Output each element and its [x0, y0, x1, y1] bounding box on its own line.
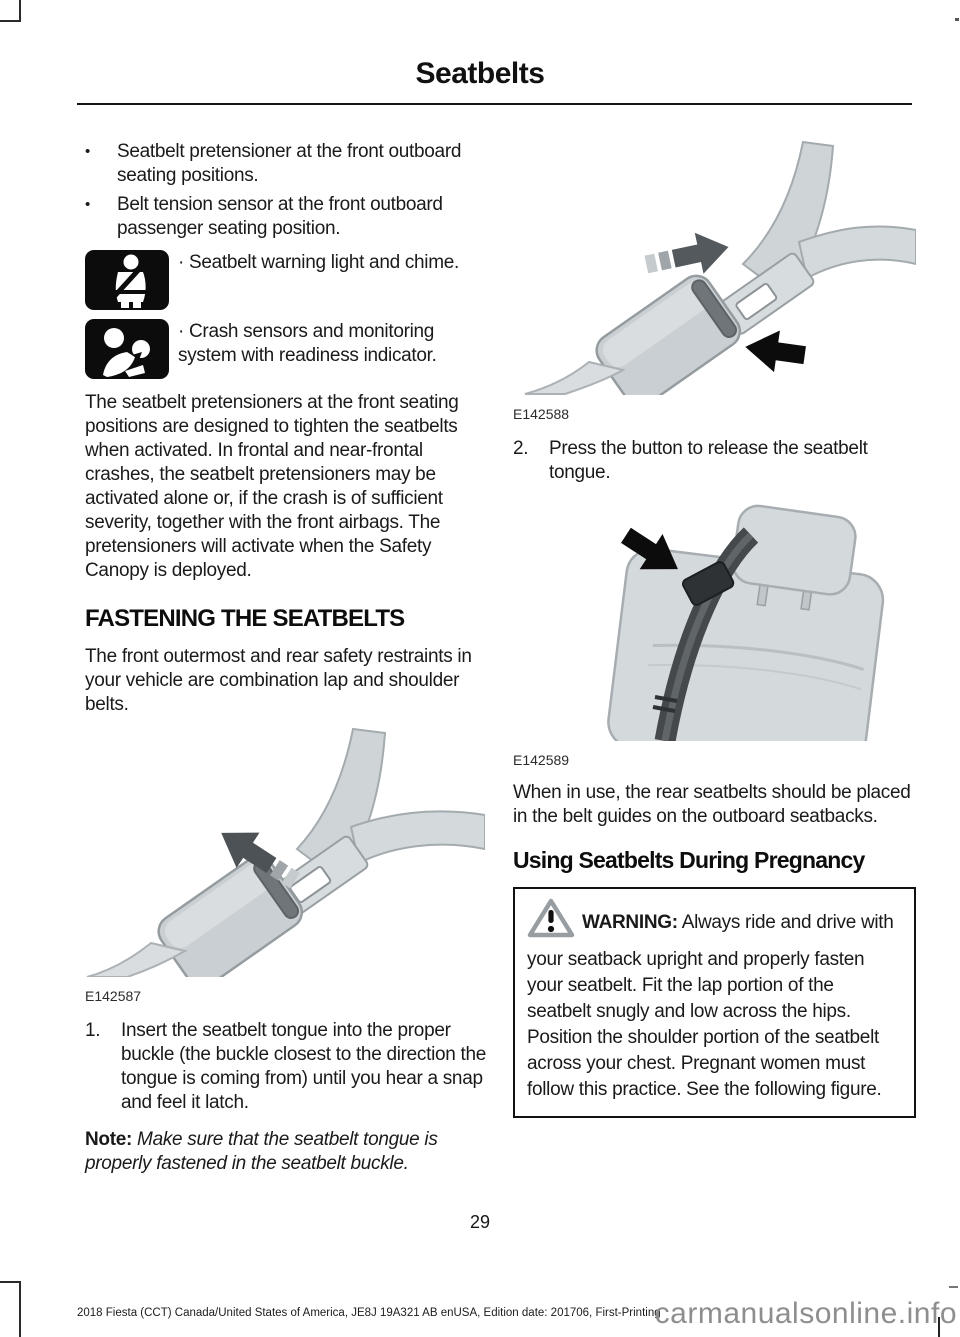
release-arrow-icon [742, 326, 807, 376]
crop-mark-bottom-right-dash [949, 1286, 958, 1288]
right-column [513, 140, 916, 1118]
step-2 [513, 437, 916, 485]
watermark: carmanualsonline.info [654, 1297, 957, 1330]
seatbelt-warning-icon [85, 250, 169, 310]
step-text: Press the button to release the seatbelt tongue. [549, 438, 868, 483]
crop-mark-bottom-left [0, 1281, 21, 1337]
bullet-icon: • [85, 196, 90, 213]
intro-paragraph: The seatbelt pretensioners at the front seating positions are designed to tighten the seatbelts when activated. In frontal and near-frontal crashes, the seatbelt pretensioners may be activated alone or, if the crash is of sufficient severity, together with the front airbags. The pretensioners will activate when the Safety Canopy is deployed. [85, 392, 459, 581]
figure-label: E142587 [85, 988, 142, 1004]
step-number: 2. [513, 438, 529, 459]
step-1 [85, 1019, 487, 1115]
press-button-arrow-icon [642, 226, 733, 285]
bullet-icon: • [85, 143, 90, 160]
note [85, 1128, 487, 1176]
callout-seatbelt-warning [85, 250, 487, 310]
step-number: 1. [85, 1020, 101, 1041]
page-number: 29 [469, 1212, 491, 1232]
crop-mark-top-right [955, 18, 959, 21]
figure-buckle-insert [85, 727, 487, 1005]
note-label: Note: [85, 1129, 133, 1150]
callout-text: · Crash sensors and monitoring system with readiness indicator. [178, 321, 437, 366]
warning-text: Always ride and drive with your seatback upright and properly fasten your seatbelt. Fit the lap portion of the seatbelt snugly and low across the hips. Position the shoulder portion of the seatbelt across your chest. Pregnant women must follow this practice. See the following figure. [527, 912, 894, 1100]
step-text: Insert the seatbelt tongue into the proper buckle (the buckle closest to the direction the tongue is coming from) until you hear a snap and feel it latch. [121, 1020, 487, 1113]
figure-buckle-release [513, 140, 916, 423]
rear-belts-paragraph: When in use, the rear seatbelts should be placed in the belt guides on the outboard seatbacks. [513, 782, 911, 827]
fastening-paragraph: The front outermost and rear safety restraints in your vehicle are combination lap and shoulder belts. [85, 646, 472, 715]
figure-rear-belt-guide [513, 501, 916, 769]
crop-mark-top-left [0, 0, 21, 22]
bullet-text: Belt tension sensor at the front outboard passenger seating position. [117, 194, 443, 239]
figure-label: E142588 [513, 406, 570, 422]
footer-imprint: 2018 Fiesta (CCT) Canada/United States of America, JE8J 19A321 AB enUSA, Edition date: 201706, First-Printing [77, 1307, 661, 1319]
callout-text: · Seatbelt warning light and chime. [178, 252, 459, 273]
figure-label: E142589 [513, 752, 570, 768]
section-heading-pregnancy: Using Seatbelts During Pregnancy [513, 847, 865, 873]
list-item [85, 193, 487, 241]
warning-label: WARNING: [582, 912, 678, 933]
section-heading-fastening: FASTENING THE SEATBELTS [85, 605, 405, 632]
note-text: Make sure that the seatbelt tongue is properly fastened in the seatbelt buckle. [85, 1129, 438, 1174]
list-item [85, 140, 487, 188]
left-column [85, 140, 487, 1176]
warning-box [513, 887, 916, 1118]
page-title: Seatbelts [415, 57, 545, 90]
warning-triangle-icon [527, 897, 575, 947]
callout-crash-sensors [85, 319, 487, 379]
header-rule [77, 103, 912, 105]
bullet-text: Seatbelt pretensioner at the front outboard seating positions. [117, 141, 462, 186]
airbag-readiness-icon [85, 319, 169, 379]
